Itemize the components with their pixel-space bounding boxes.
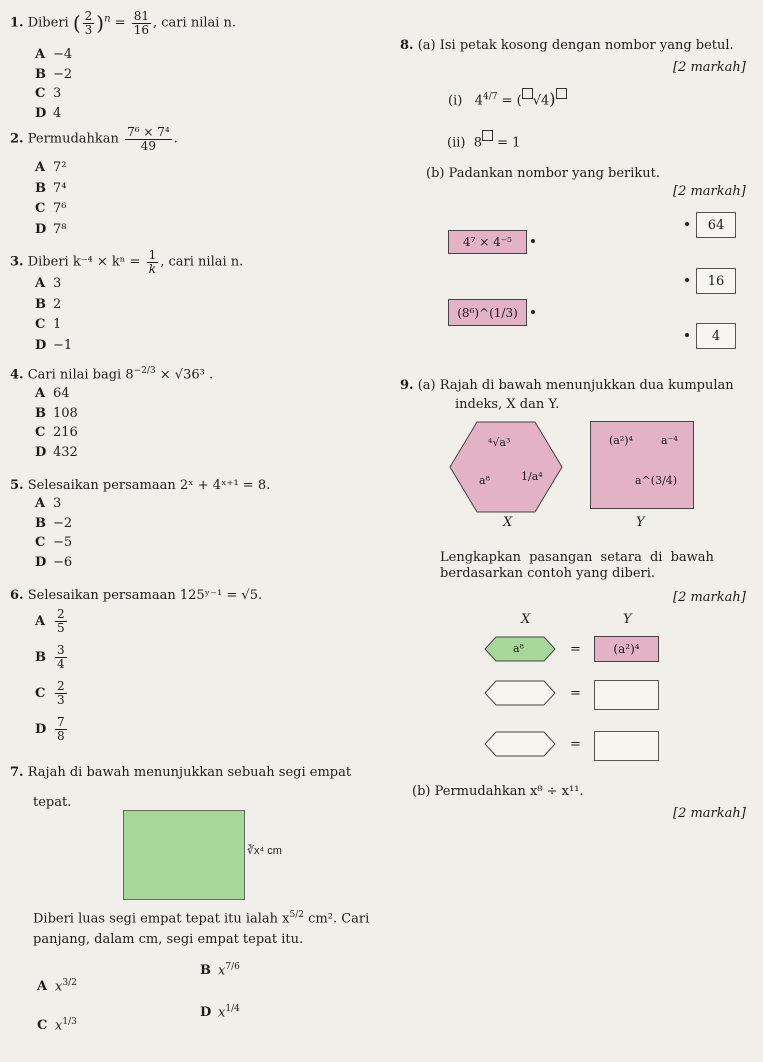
option-b[interactable]: B 7⁴ xyxy=(35,180,67,196)
set-y-box xyxy=(590,421,694,509)
q8-a-text: (a) Isi petak kosong dengan nombor yang betul. xyxy=(417,38,734,53)
q2-text: Permudahkan xyxy=(27,131,119,147)
answer-blank[interactable] xyxy=(522,88,533,99)
rectangle-figure xyxy=(123,810,282,900)
match-dot[interactable] xyxy=(685,278,689,282)
q5-stem xyxy=(10,478,270,493)
q8-b-text: (b) Padankan nombor yang berikut. xyxy=(426,166,661,181)
q3-tail: , cari nilai n. xyxy=(160,254,244,270)
example-y-box: (a²)⁴ xyxy=(594,636,659,662)
equals-sign: = xyxy=(570,686,581,701)
marks-label: [2 markah] xyxy=(673,184,746,199)
option-a[interactable]: A 7² xyxy=(35,160,67,175)
q7-desc1: Diberi luas segi empat tepat itu ialah $x^{5/2}$ cm². Cari xyxy=(33,910,370,927)
q1-tail: , cari nilai n. xyxy=(153,15,237,31)
option-b[interactable]: B $x^{7/6}$ xyxy=(200,962,240,979)
q8-a-ii: (ii) 8 = 1 xyxy=(447,130,520,150)
q6-stem xyxy=(10,588,262,603)
q4-stem xyxy=(10,366,213,382)
q6-options xyxy=(35,608,69,752)
option-d[interactable]: D −6 xyxy=(35,554,73,570)
q7-line1: Rajah di bawah menunjukkan sebuah segi empat xyxy=(27,765,352,780)
set-y-item: (a²)⁴ xyxy=(609,434,633,447)
set-x-item: a⁸ xyxy=(479,474,490,487)
match-dot[interactable] xyxy=(685,222,689,226)
option-c[interactable]: C 216 xyxy=(35,425,78,440)
option-d[interactable]: D $x^{1/4}$ xyxy=(200,1004,240,1021)
option-b[interactable]: B $\frac{3}{4}$ xyxy=(35,643,65,671)
match-right-box[interactable]: 4 xyxy=(696,323,736,349)
q9-instruction-2: berdasarkan contoh yang diberi. xyxy=(440,566,656,581)
q1-lparen: ( xyxy=(72,11,81,36)
option-c[interactable]: C 3 xyxy=(35,86,62,101)
option-a[interactable]: A $x^{3/2}$ xyxy=(37,978,77,995)
option-d[interactable]: D $\frac{7}{8}$ xyxy=(35,715,65,743)
q9-a-stem xyxy=(400,378,734,393)
match-dot[interactable] xyxy=(531,239,535,243)
q1-text: Diberi xyxy=(27,15,69,31)
q1-fraction: $\frac{2}{3}$ xyxy=(84,9,93,37)
option-a[interactable]: A $\frac{2}{5}$ xyxy=(35,607,65,635)
answer-blank[interactable] xyxy=(556,88,567,99)
option-a[interactable]: A 64 xyxy=(35,386,70,401)
match-left-box[interactable]: (8⁶)^(1/3) xyxy=(448,299,527,326)
q4-options xyxy=(35,384,78,462)
match-right-box[interactable]: 16 xyxy=(696,268,736,294)
q4-exponent: −2/3 xyxy=(133,366,156,376)
q1-rhs: $\frac{81}{16}$ xyxy=(133,9,150,37)
q2-stem: 2. Permudahkan $\frac{\text{7⁶ × 7⁴}}{49}$ . xyxy=(10,125,178,153)
question-number: 6. xyxy=(10,588,24,603)
q3-text: Diberi k⁻⁴ × kⁿ = xyxy=(27,254,141,270)
q3-stem xyxy=(10,249,243,275)
option-c[interactable]: C 1 xyxy=(35,317,62,332)
q7-stem xyxy=(10,765,351,780)
question-number: 3. xyxy=(10,254,24,270)
question-number: 9. xyxy=(400,378,414,393)
q4-text: Cari nilai bagi 8 xyxy=(27,367,134,383)
option-b[interactable]: B −2 xyxy=(35,66,73,82)
answer-blank[interactable] xyxy=(482,130,493,141)
answer-y-box[interactable] xyxy=(594,731,659,761)
question-number: 5. xyxy=(10,478,24,493)
option-a[interactable]: A 3 xyxy=(35,496,62,511)
question-number: 7. xyxy=(10,765,24,780)
option-a[interactable]: A −4 xyxy=(35,47,73,62)
q1-exponent: n xyxy=(104,13,111,25)
example-x-value: a⁸ xyxy=(513,642,524,655)
q9-instruction-1: Lengkapkan pasangan setara di bawah xyxy=(440,550,714,565)
option-d[interactable]: D 7⁸ xyxy=(35,221,67,237)
q2-fraction: $\frac{\text{7⁶ × 7⁴}}{49}$ xyxy=(127,125,170,153)
question-number: 1. xyxy=(10,15,24,31)
set-y-item: a⁻⁴ xyxy=(661,434,678,447)
q7-desc2: panjang, dalam cm, segi empat tepat itu. xyxy=(33,932,304,947)
q1-rparen: ) xyxy=(96,11,105,36)
rectangle-side-label: ∛x⁴ cm xyxy=(247,845,282,857)
option-c[interactable]: C $x^{1/3}$ xyxy=(37,1017,77,1034)
marks-label: [2 markah] xyxy=(673,590,746,605)
option-c[interactable]: C 7⁶ xyxy=(35,201,67,216)
q1-stem xyxy=(10,10,236,36)
match-left-box[interactable]: 4⁷ × 4⁻⁵ xyxy=(448,230,527,254)
option-b[interactable]: B −2 xyxy=(35,515,73,531)
option-a[interactable]: A 3 xyxy=(35,276,62,291)
set-x-item: 1/a⁴ xyxy=(521,470,543,483)
option-b[interactable]: B 108 xyxy=(35,405,78,421)
marks-label: [2 markah] xyxy=(673,60,746,75)
q7-line2: tepat. xyxy=(33,795,72,810)
question-number: 2. xyxy=(10,131,24,147)
q6-text: Selesaikan persamaan 125ʸ⁻¹ = √5. xyxy=(27,588,263,603)
match-dot[interactable] xyxy=(685,333,689,337)
q9-a-line2: indeks, X dan Y. xyxy=(455,397,560,412)
answer-y-box[interactable] xyxy=(594,680,659,710)
q1-equals: = xyxy=(114,15,126,31)
q3-options xyxy=(35,274,72,356)
set-x-hexagon xyxy=(449,421,563,513)
q8-a-stem xyxy=(400,38,734,53)
option-c[interactable]: C $\frac{2}{3}$ xyxy=(35,679,65,707)
question-number: 8. xyxy=(400,38,414,53)
set-y-item: a^(3/4) xyxy=(635,474,678,487)
option-c[interactable]: C −5 xyxy=(35,535,73,550)
option-d[interactable]: D 432 xyxy=(35,444,78,460)
q9-a-line1: (a) Rajah di bawah menunjukkan dua kumpulan xyxy=(417,378,734,393)
option-d[interactable]: D −1 xyxy=(35,337,73,353)
column-y-label: Y xyxy=(623,612,632,627)
question-number: 4. xyxy=(10,367,24,383)
q9-b-text: (b) Permudahkan x⁸ ÷ x¹¹. xyxy=(412,784,584,799)
q1-options xyxy=(35,45,72,123)
set-x-label: X xyxy=(503,515,513,530)
equals-sign: = xyxy=(570,737,581,752)
option-b[interactable]: B 2 xyxy=(35,296,62,312)
answer-x-hexagon[interactable] xyxy=(484,731,556,757)
answer-x-hexagon[interactable] xyxy=(484,680,556,706)
match-right-box[interactable]: 64 xyxy=(696,212,736,238)
q4-tail: × √36³ . xyxy=(159,367,214,383)
set-y-label: Y xyxy=(636,515,645,530)
q8-a-i: (i) $4^{4/7}$ = ( √4) xyxy=(448,88,567,108)
set-x-item: ⁴√a³ xyxy=(488,436,511,449)
q3-fraction: $\frac{1}{k}$ xyxy=(148,248,157,276)
q5-options xyxy=(35,494,72,572)
marks-label: [2 markah] xyxy=(673,806,746,821)
q2-options xyxy=(35,158,66,240)
equals-sign: = xyxy=(570,642,581,657)
q5-text: Selesaikan persamaan 2ˣ + 4ˣ⁺¹ = 8. xyxy=(27,478,271,493)
column-x-label: X xyxy=(521,612,531,627)
option-d[interactable]: D 4 xyxy=(35,105,62,121)
match-dot[interactable] xyxy=(531,310,535,314)
